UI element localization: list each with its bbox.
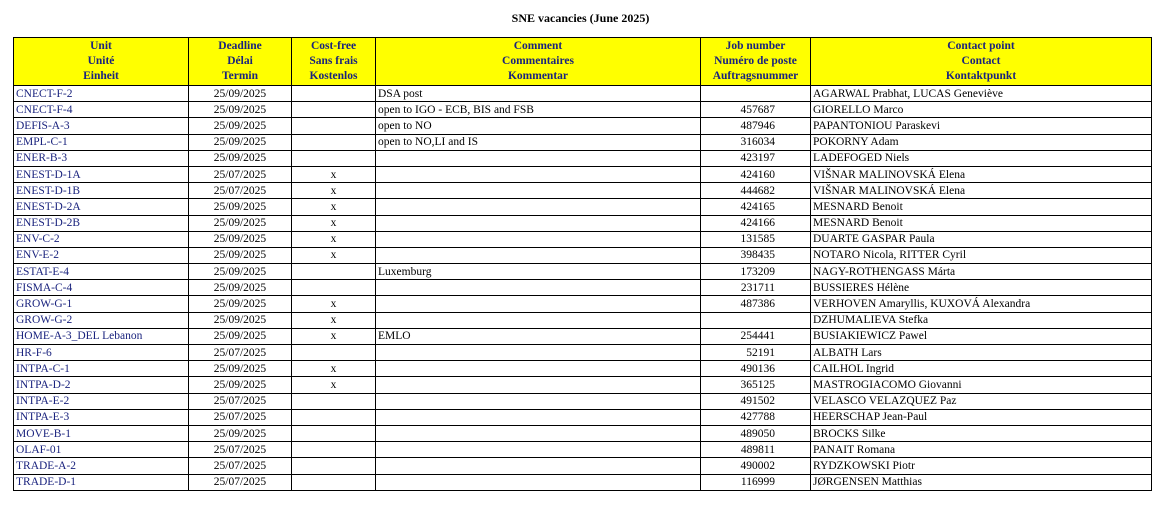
comment-cell — [376, 377, 701, 393]
job-number-cell: 444682 — [701, 183, 811, 199]
header-cost-free-line: Kostenlos — [309, 70, 358, 82]
cost-free-cell: x — [292, 312, 376, 328]
header-cost-free — [292, 38, 376, 86]
job-number-cell: 316034 — [701, 134, 811, 150]
header-unit-line: Einheit — [83, 70, 119, 82]
contact-cell: CAILHOL Ingrid — [811, 361, 1152, 377]
header-cost-free-line: Cost-free — [310, 40, 357, 52]
cost-free-cell — [292, 264, 376, 280]
contact-cell: POKORNY Adam — [811, 134, 1152, 150]
unit-cell: MOVE-B-1 — [14, 425, 189, 441]
table-row — [14, 458, 1152, 474]
header-job-number-line: Auftragsnummer — [712, 70, 799, 82]
job-number-cell: 423197 — [701, 150, 811, 166]
job-number-cell: 489050 — [701, 425, 811, 441]
table-row — [14, 280, 1152, 296]
contact-cell: NOTARO Nicola, RITTER Cyril — [811, 247, 1152, 263]
job-number-cell: 52191 — [701, 345, 811, 361]
header-comment — [376, 38, 701, 86]
deadline-cell: 25/09/2025 — [189, 150, 292, 166]
header-contact-point-line: Contact — [961, 55, 1001, 67]
header-comment-line: Comment — [513, 40, 563, 52]
comment-cell — [376, 183, 701, 199]
deadline-cell: 25/07/2025 — [189, 409, 292, 425]
unit-cell: INTPA-D-2 — [14, 377, 189, 393]
unit-cell: DEFIS-A-3 — [14, 118, 189, 134]
table-row — [14, 264, 1152, 280]
job-number-cell: 231711 — [701, 280, 811, 296]
header-job-number — [701, 38, 811, 86]
job-number-cell: 424165 — [701, 199, 811, 215]
cost-free-cell — [292, 442, 376, 458]
table-row — [14, 328, 1152, 344]
deadline-cell: 25/09/2025 — [189, 102, 292, 118]
table-row — [14, 296, 1152, 312]
deadline-cell: 25/09/2025 — [189, 86, 292, 102]
comment-cell — [376, 296, 701, 312]
contact-cell: MASTROGIACOMO Giovanni — [811, 377, 1152, 393]
table-row — [14, 409, 1152, 425]
page-title: SNE vacancies (June 2025) — [511, 11, 650, 25]
comment-cell — [376, 247, 701, 263]
deadline-cell: 25/09/2025 — [189, 361, 292, 377]
unit-cell: GROW-G-1 — [14, 296, 189, 312]
cost-free-cell: x — [292, 199, 376, 215]
contact-cell: HEERSCHAP Jean-Paul — [811, 409, 1152, 425]
table-row — [14, 215, 1152, 231]
cost-free-cell: x — [292, 183, 376, 199]
unit-cell: GROW-G-2 — [14, 312, 189, 328]
unit-cell: FISMA-C-4 — [14, 280, 189, 296]
table-body — [14, 86, 1152, 491]
job-number-cell: 489811 — [701, 442, 811, 458]
cost-free-cell — [292, 102, 376, 118]
cost-free-cell — [292, 409, 376, 425]
table-row — [14, 393, 1152, 409]
contact-cell: BUSIAKIEWICZ Pawel — [811, 328, 1152, 344]
deadline-cell: 25/07/2025 — [189, 183, 292, 199]
header-contact-point-line: Contact point — [947, 40, 1015, 52]
contact-cell: VIŠNAR MALINOVSKÁ Elena — [811, 183, 1152, 199]
job-number-cell: 116999 — [701, 474, 811, 490]
table-row — [14, 102, 1152, 118]
cost-free-cell: x — [292, 166, 376, 182]
table-row — [14, 474, 1152, 490]
table-row — [14, 134, 1152, 150]
header-deadline-line: Délai — [227, 55, 253, 67]
contact-cell: LADEFOGED Niels — [811, 150, 1152, 166]
comment-cell: open to NO — [376, 118, 701, 134]
job-number-cell: 427788 — [701, 409, 811, 425]
unit-cell: ENEST-D-2B — [14, 215, 189, 231]
comment-cell — [376, 442, 701, 458]
header-unit-line: Unité — [87, 55, 115, 67]
comment-cell — [376, 409, 701, 425]
cost-free-cell: x — [292, 296, 376, 312]
comment-cell — [376, 425, 701, 441]
deadline-cell: 25/09/2025 — [189, 425, 292, 441]
header-contact-point-line: Kontaktpunkt — [945, 70, 1017, 82]
unit-cell: INTPA-E-3 — [14, 409, 189, 425]
deadline-cell: 25/07/2025 — [189, 442, 292, 458]
unit-cell: HOME-A-3_DEL Lebanon — [14, 328, 189, 344]
unit-cell: CNECT-F-4 — [14, 102, 189, 118]
contact-cell: PAPANTONIOU Paraskevi — [811, 118, 1152, 134]
header-contact-point — [811, 38, 1152, 86]
cost-free-cell — [292, 425, 376, 441]
table-row — [14, 361, 1152, 377]
cost-free-cell — [292, 393, 376, 409]
comment-cell — [376, 393, 701, 409]
header-deadline-line: Termin — [222, 70, 258, 82]
deadline-cell: 25/09/2025 — [189, 134, 292, 150]
cost-free-cell: x — [292, 215, 376, 231]
contact-cell: DZHUMALIEVA Stefka — [811, 312, 1152, 328]
unit-cell: ENV-E-2 — [14, 247, 189, 263]
job-number-cell: 490136 — [701, 361, 811, 377]
contact-cell: ALBATH Lars — [811, 345, 1152, 361]
comment-cell — [376, 312, 701, 328]
header-comment-line: Kommentar — [507, 70, 569, 82]
cost-free-cell — [292, 458, 376, 474]
job-number-cell: 398435 — [701, 247, 811, 263]
deadline-cell: 25/07/2025 — [189, 393, 292, 409]
contact-cell: VELASCO VELAZQUEZ Paz — [811, 393, 1152, 409]
table-row — [14, 166, 1152, 182]
comment-cell — [376, 361, 701, 377]
header-unit-line: Unit — [90, 40, 112, 52]
table-row — [14, 231, 1152, 247]
cost-free-cell — [292, 118, 376, 134]
deadline-cell: 25/09/2025 — [189, 231, 292, 247]
deadline-cell: 25/09/2025 — [189, 296, 292, 312]
contact-cell: DUARTE GASPAR Paula — [811, 231, 1152, 247]
cost-free-cell — [292, 86, 376, 102]
comment-cell — [376, 166, 701, 182]
contact-cell: VERHOVEN Amaryllis, KUXOVÁ Alexandra — [811, 296, 1152, 312]
comment-cell: EMLO — [376, 328, 701, 344]
job-number-cell: 131585 — [701, 231, 811, 247]
vacancies-table — [13, 37, 1152, 491]
comment-cell — [376, 280, 701, 296]
cost-free-cell — [292, 474, 376, 490]
job-number-cell: 365125 — [701, 377, 811, 393]
deadline-cell: 25/07/2025 — [189, 166, 292, 182]
cost-free-cell: x — [292, 377, 376, 393]
table-row — [14, 425, 1152, 441]
unit-cell: CNECT-F-2 — [14, 86, 189, 102]
contact-cell: RYDZKOWSKI Piotr — [811, 458, 1152, 474]
unit-cell: INTPA-C-1 — [14, 361, 189, 377]
comment-cell — [376, 345, 701, 361]
contact-cell: NAGY-ROTHENGASS Márta — [811, 264, 1152, 280]
deadline-cell: 25/09/2025 — [189, 312, 292, 328]
deadline-cell: 25/09/2025 — [189, 328, 292, 344]
unit-cell: ENEST-D-1A — [14, 166, 189, 182]
contact-cell: MESNARD Benoit — [811, 199, 1152, 215]
contact-cell: GIORELLO Marco — [811, 102, 1152, 118]
cost-free-cell: x — [292, 247, 376, 263]
contact-cell: MESNARD Benoit — [811, 215, 1152, 231]
table-row — [14, 377, 1152, 393]
deadline-cell: 25/09/2025 — [189, 247, 292, 263]
job-number-cell: 254441 — [701, 328, 811, 344]
unit-cell: TRADE-A-2 — [14, 458, 189, 474]
header-job-number-line: Job number — [725, 40, 786, 52]
table-row — [14, 118, 1152, 134]
comment-cell: open to NO,LI and IS — [376, 134, 701, 150]
comment-cell — [376, 474, 701, 490]
unit-cell: ENEST-D-1B — [14, 183, 189, 199]
deadline-cell: 25/09/2025 — [189, 215, 292, 231]
comment-cell: DSA post — [376, 86, 701, 102]
cost-free-cell: x — [292, 361, 376, 377]
deadline-cell: 25/07/2025 — [189, 474, 292, 490]
comment-cell — [376, 199, 701, 215]
unit-cell: HR-F-6 — [14, 345, 189, 361]
contact-cell: BUSSIERES Hélène — [811, 280, 1152, 296]
header-job-number-line: Numéro de poste — [714, 55, 797, 67]
job-number-cell: 457687 — [701, 102, 811, 118]
job-number-cell: 491502 — [701, 393, 811, 409]
deadline-cell: 25/07/2025 — [189, 345, 292, 361]
comment-cell — [376, 458, 701, 474]
comment-cell: open to IGO - ECB, BIS and FSB — [376, 102, 701, 118]
table-row — [14, 312, 1152, 328]
comment-cell — [376, 215, 701, 231]
header-row — [14, 38, 1152, 86]
job-number-cell: 490002 — [701, 458, 811, 474]
cost-free-cell — [292, 280, 376, 296]
unit-cell: EMPL-C-1 — [14, 134, 189, 150]
unit-cell: ESTAT-E-4 — [14, 264, 189, 280]
deadline-cell: 25/09/2025 — [189, 118, 292, 134]
header-deadline-line: Deadline — [218, 40, 262, 52]
job-number-cell: 487946 — [701, 118, 811, 134]
cost-free-cell — [292, 345, 376, 361]
comment-cell — [376, 150, 701, 166]
contact-cell: JØRGENSEN Matthias — [811, 474, 1152, 490]
job-number-cell — [701, 312, 811, 328]
job-number-cell: 424160 — [701, 166, 811, 182]
deadline-cell: 25/09/2025 — [189, 199, 292, 215]
job-number-cell: 424166 — [701, 215, 811, 231]
table-row — [14, 199, 1152, 215]
deadline-cell: 25/07/2025 — [189, 458, 292, 474]
contact-cell: AGARWAL Prabhat, LUCAS Geneviève — [811, 86, 1152, 102]
cost-free-cell — [292, 150, 376, 166]
header-deadline — [189, 38, 292, 86]
cost-free-cell: x — [292, 328, 376, 344]
table-row — [14, 345, 1152, 361]
table-row — [14, 442, 1152, 458]
job-number-cell — [701, 86, 811, 102]
contact-cell: PANAIT Romana — [811, 442, 1152, 458]
header-unit — [14, 38, 189, 86]
table-row — [14, 183, 1152, 199]
unit-cell: ENV-C-2 — [14, 231, 189, 247]
job-number-cell: 487386 — [701, 296, 811, 312]
table-row — [14, 247, 1152, 263]
job-number-cell: 173209 — [701, 264, 811, 280]
cost-free-cell — [292, 134, 376, 150]
unit-cell: INTPA-E-2 — [14, 393, 189, 409]
unit-cell: ENEST-D-2A — [14, 199, 189, 215]
header-comment-line: Commentaires — [502, 55, 574, 67]
comment-cell — [376, 231, 701, 247]
comment-cell: Luxemburg — [376, 264, 701, 280]
deadline-cell: 25/09/2025 — [189, 377, 292, 393]
cost-free-cell: x — [292, 231, 376, 247]
table-row — [14, 150, 1152, 166]
unit-cell: ENER-B-3 — [14, 150, 189, 166]
deadline-cell: 25/09/2025 — [189, 264, 292, 280]
unit-cell: TRADE-D-1 — [14, 474, 189, 490]
header-cost-free-line: Sans frais — [309, 55, 358, 67]
deadline-cell: 25/09/2025 — [189, 280, 292, 296]
contact-cell: BROCKS Silke — [811, 425, 1152, 441]
unit-cell: OLAF-01 — [14, 442, 189, 458]
table-row — [14, 86, 1152, 102]
contact-cell: VIŠNAR MALINOVSKÁ Elena — [811, 166, 1152, 182]
